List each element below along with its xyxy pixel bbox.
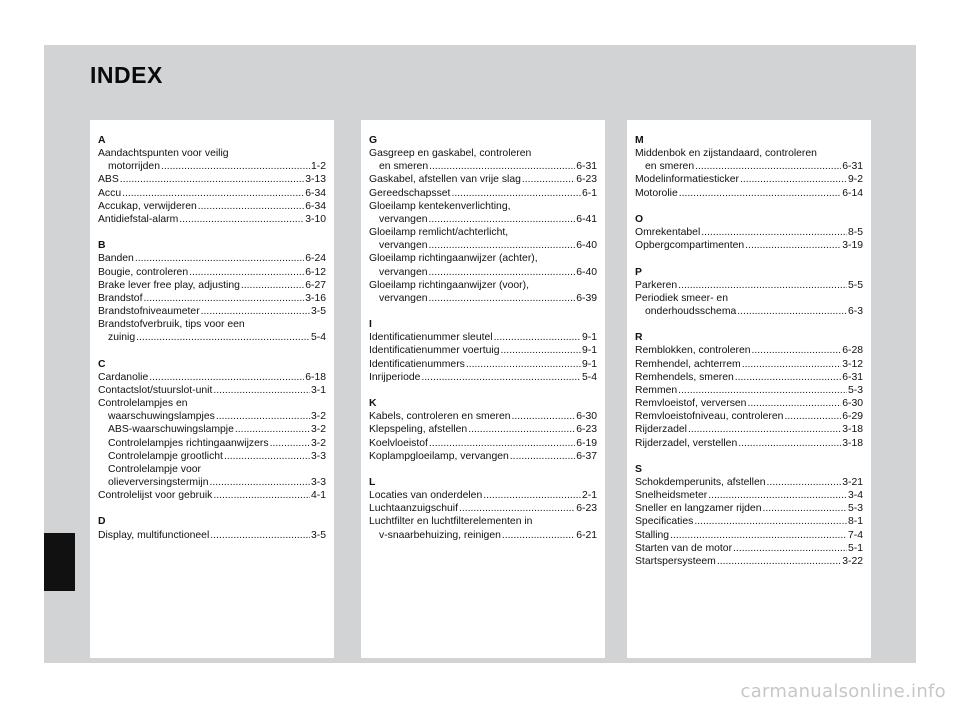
entry-page: 3-13 (305, 174, 326, 186)
entry-text: motorrijden (108, 161, 160, 173)
entry-page: 3-4 (847, 490, 863, 502)
entry-page: 5-1 (847, 542, 863, 554)
entry-page: 5-5 (847, 279, 863, 291)
entry-text: Controlelijst voor gebruik (98, 490, 213, 502)
index-entry[interactable] (369, 437, 597, 450)
index-section-m (635, 134, 863, 200)
index-entry[interactable] (369, 423, 597, 436)
index-entry[interactable] (98, 489, 326, 502)
index-entry[interactable] (369, 173, 597, 186)
entry-page: 6-1 (581, 187, 597, 199)
entry-text: Sneller en langzamer rijden (635, 503, 762, 515)
index-entry[interactable] (635, 410, 863, 423)
entry-text: en smeren (645, 161, 695, 173)
index-entry[interactable] (635, 226, 863, 239)
index-entry[interactable] (369, 292, 597, 305)
index-entry[interactable] (635, 502, 863, 515)
index-entry[interactable] (635, 529, 863, 542)
entry-page: 6-28 (842, 345, 863, 357)
entry-page: 5-4 (581, 371, 597, 383)
entry-lead: Gloeilamp kentekenverlichting, (369, 200, 511, 212)
index-section-c (98, 358, 326, 503)
section-tab-marker (44, 533, 75, 591)
entry-lead: Aandachtspunten voor veilig (98, 148, 229, 160)
entry-lead: Controlelampje voor (108, 463, 201, 475)
entry-page: 3-3 (310, 477, 326, 489)
entry-page: 6-40 (576, 266, 597, 278)
section-letter: C (98, 358, 106, 370)
entry-page: 6-30 (842, 398, 863, 410)
entry-page: 3-22 (842, 555, 863, 567)
index-entry[interactable] (635, 476, 863, 489)
index-entry[interactable] (635, 344, 863, 357)
index-entry[interactable] (369, 410, 597, 423)
entry-text: Gaskabel, afstellen van vrije slag (369, 174, 521, 186)
entry-text: Specificaties (635, 516, 694, 528)
index-entry[interactable] (635, 384, 863, 397)
entry-text: Brandstof (98, 292, 143, 304)
entry-page: 6-37 (576, 450, 597, 462)
index-entry[interactable] (369, 489, 597, 502)
entry-text: Rijderzadel (635, 424, 687, 436)
entry-text: Bougie, controleren (98, 266, 189, 278)
entry-page: 3-5 (310, 306, 326, 318)
watermark-text: carmanualsonline.info (740, 681, 946, 702)
index-entry[interactable] (369, 331, 597, 344)
entry-text: vervangen (379, 240, 428, 252)
entry-text: Contactslot/stuurslot-unit (98, 384, 213, 396)
entry-text: onderhoudsschema (645, 306, 737, 317)
entry-page: 3-18 (842, 437, 863, 449)
index-entry[interactable] (369, 529, 597, 542)
entry-text: Rijderzadel, verstellen (635, 437, 738, 449)
entry-page: 6-31 (576, 161, 597, 173)
entry-text: Inrijperiode (369, 371, 421, 383)
section-letter: B (98, 240, 106, 252)
entry-page: 3-2 (310, 411, 326, 423)
entry-lead: Middenbok en zijstandaard, controleren (635, 148, 817, 160)
entry-text: Parkeren (635, 279, 678, 291)
entry-lead: Periodiek smeer- en (635, 292, 728, 304)
index-entry[interactable] (635, 239, 863, 252)
entry-text: Motorolie (635, 187, 678, 199)
index-entry[interactable] (98, 292, 326, 305)
entry-page: 6-18 (305, 371, 326, 383)
entry-page: 3-1 (310, 384, 326, 396)
index-entry[interactable] (98, 266, 326, 279)
index-section-p (635, 266, 863, 319)
section-letter: O (635, 213, 644, 225)
entry-page: 6-19 (576, 437, 597, 449)
index-section-b (98, 239, 326, 344)
entry-page: 6-23 (576, 424, 597, 436)
entry-text: Banden (98, 253, 134, 265)
index-entry[interactable] (635, 555, 863, 568)
page-title: INDEX (90, 62, 163, 88)
entry-text: Startspersysteem (635, 555, 716, 567)
index-entry[interactable] (369, 502, 597, 515)
entry-page: 9-1 (581, 345, 597, 357)
index-entry[interactable] (98, 187, 326, 200)
entry-page: 6-21 (576, 529, 597, 541)
entry-text: Identificatienummers (369, 358, 465, 370)
entry-text: Koelvloeistof (369, 437, 428, 449)
entry-page: 6-23 (576, 174, 597, 186)
entry-page: 3-19 (842, 240, 863, 252)
entry-page: 3-2 (310, 437, 326, 449)
entry-page: 8-1 (847, 516, 863, 528)
index-entry[interactable] (635, 279, 863, 292)
index-entry[interactable] (369, 266, 597, 279)
entry-page: 6-30 (576, 411, 597, 423)
index-section-g (369, 134, 597, 305)
entry-text: Controlelampjes richtingaanwijzers (108, 437, 269, 449)
index-entry[interactable] (635, 489, 863, 502)
entry-text: Remhendel, achterrem (635, 358, 741, 370)
entry-page: 6-3 (847, 306, 863, 317)
entry-page: 4-1 (310, 490, 326, 502)
entry-page: 9-1 (581, 332, 597, 344)
entry-text: Brandstofniveaumeter (98, 306, 200, 318)
entry-text: Accukap, verwijderen (98, 200, 197, 212)
entry-text: Kabels, controleren en smeren (369, 411, 511, 423)
index-section-k (369, 397, 597, 463)
index-entry[interactable] (635, 437, 863, 450)
entry-text: Locaties van onderdelen (369, 490, 483, 502)
entry-text: Schokdemperunits, afstellen (635, 477, 766, 488)
index-entry[interactable] (635, 305, 863, 318)
index-entry[interactable] (369, 213, 597, 226)
entry-page: 6-39 (576, 292, 597, 304)
index-entry[interactable] (98, 305, 326, 318)
entry-page: 6-24 (305, 253, 326, 265)
section-letter: M (635, 135, 644, 146)
index-section-s (635, 463, 863, 568)
section-letter: L (369, 477, 376, 489)
index-entry[interactable] (635, 173, 863, 186)
index-entry[interactable] (98, 331, 326, 344)
index-entry[interactable] (369, 358, 597, 371)
entry-text: Opbergcompartimenten (635, 240, 745, 252)
entry-text: Brake lever free play, adjusting (98, 279, 240, 291)
index-entry[interactable] (635, 358, 863, 371)
entry-page: 6-41 (576, 213, 597, 225)
index-entry[interactable] (369, 344, 597, 357)
entry-text: waarschuwingslampjes (108, 411, 215, 423)
entry-text: Gereedschapsset (369, 187, 451, 199)
entry-page: 6-34 (305, 200, 326, 212)
index-entry[interactable] (369, 160, 597, 173)
index-entry[interactable] (635, 187, 863, 200)
entry-lead: Brandstofverbruik, tips voor een (98, 319, 245, 331)
entry-text: Remhendels, smeren (635, 371, 734, 383)
entry-text: Display, multifunctioneel (98, 529, 210, 541)
index-column-1 (90, 120, 334, 658)
entry-lead: Gloeilamp remlicht/achterlicht, (369, 227, 509, 239)
entry-text: Klepspeling, afstellen (369, 424, 468, 436)
entry-page: 9-2 (847, 174, 863, 186)
index-entry[interactable] (635, 160, 863, 173)
index-entry[interactable] (635, 515, 863, 528)
entry-lead: Gloeilamp richtingaanwijzer (voor), (369, 279, 529, 291)
index-section-a (98, 134, 326, 226)
index-entry[interactable] (98, 213, 326, 226)
index-entry[interactable] (98, 200, 326, 213)
entry-page: 6-29 (842, 411, 863, 423)
index-section-r (635, 331, 863, 449)
index-section-l (369, 476, 597, 542)
index-entry[interactable] (635, 397, 863, 410)
entry-page: 7-4 (847, 529, 863, 541)
index-entry[interactable] (369, 450, 597, 463)
entry-lead: Gloeilamp richtingaanwijzer (achter), (369, 253, 538, 265)
entry-text: Accu (98, 187, 122, 199)
entry-page: 3-16 (305, 292, 326, 304)
entry-page: 3-2 (310, 424, 326, 436)
entry-text: Modelinformatiesticker (635, 174, 739, 186)
entry-page: 1-2 (310, 161, 326, 173)
entry-page: 3-18 (842, 424, 863, 436)
entry-text: Antidiefstal-alarm (98, 213, 179, 225)
entry-text: en smeren (379, 161, 429, 173)
index-entry[interactable] (369, 239, 597, 252)
entry-text: Remvloeistofniveau, controleren (635, 411, 784, 423)
entry-lead: Luchtfilter en luchtfilterelementen in (369, 516, 533, 528)
entry-page: 6-34 (305, 187, 326, 199)
section-letter: K (369, 398, 377, 410)
entry-text: Identificatienummer voertuig (369, 345, 500, 357)
entry-page: 3-10 (305, 213, 326, 225)
entry-page: 6-31 (842, 371, 863, 383)
section-letter: G (369, 135, 378, 146)
entry-page: 6-40 (576, 240, 597, 252)
entry-page: 3-12 (842, 358, 863, 370)
entry-page: 9-1 (581, 358, 597, 370)
entry-text: vervangen (379, 213, 428, 225)
index-section-i (369, 318, 597, 384)
entry-lead: Gasgreep en gaskabel, controleren (369, 148, 532, 160)
index-entry[interactable] (369, 187, 597, 200)
index-entry[interactable] (635, 542, 863, 555)
entry-page: 5-3 (847, 503, 863, 515)
index-entry[interactable] (98, 160, 326, 173)
entry-text: Cardanolie (98, 371, 149, 383)
entry-page: 6-27 (305, 279, 326, 291)
section-letter: R (635, 332, 643, 344)
entry-text: zuinig (108, 332, 136, 344)
entry-page: 3-5 (310, 529, 326, 541)
entry-page: 3-3 (310, 450, 326, 462)
entry-page: 6-23 (576, 503, 597, 515)
entry-text: Controlelampje grootlicht (108, 450, 223, 462)
entry-page: 5-4 (310, 332, 326, 344)
entry-page: 5-3 (847, 384, 863, 396)
index-entry[interactable] (98, 423, 326, 436)
entry-page: 3-21 (842, 477, 863, 488)
index-section-d (98, 515, 326, 541)
index-entry[interactable] (98, 410, 326, 423)
index-entry[interactable] (635, 371, 863, 384)
index-entry[interactable] (98, 450, 326, 463)
entry-text: Remblokken, controleren (635, 345, 751, 357)
section-letter: A (98, 135, 106, 146)
entry-text: Remmen (635, 384, 678, 396)
index-entry[interactable] (98, 437, 326, 450)
index-entry[interactable] (98, 279, 326, 292)
index-entry[interactable] (98, 529, 326, 542)
entry-text: Starten van de motor (635, 542, 733, 554)
index-entry[interactable] (369, 371, 597, 384)
entry-page: 8-5 (847, 227, 863, 239)
entry-text: vervangen (379, 266, 428, 278)
index-entry[interactable] (98, 371, 326, 384)
section-letter: D (98, 516, 106, 528)
index-entry[interactable] (635, 423, 863, 436)
entry-text: Omrekentabel (635, 227, 701, 239)
entry-lead: Controlelampjes en (98, 398, 188, 410)
section-letter: I (369, 319, 372, 331)
entry-text: Koplampgloeilamp, vervangen (369, 450, 509, 462)
index-column-3 (627, 120, 871, 658)
entry-page: 6-31 (842, 161, 863, 173)
entry-page: 6-14 (842, 187, 863, 199)
entry-text: Snelheidsmeter (635, 490, 708, 502)
entry-text: v-snaarbehuizing, reinigen (379, 529, 501, 541)
index-entry[interactable] (98, 173, 326, 186)
entry-text: olieverversingstermijn (108, 477, 209, 489)
entry-text: Stalling (635, 529, 670, 541)
entry-text: ABS-waarschuwingslampje (108, 424, 234, 436)
index-section-o (635, 213, 863, 252)
index-column-2 (361, 120, 605, 658)
entry-text: Luchtaanzuigschuif (369, 503, 458, 515)
section-letter: P (635, 266, 642, 278)
entry-text: vervangen (379, 292, 428, 304)
index-entry[interactable] (98, 476, 326, 489)
entry-text: Identificatienummer sleutel (369, 332, 493, 344)
section-letter: S (635, 463, 642, 475)
entry-page: 2-1 (581, 490, 597, 502)
entry-text: ABS (98, 174, 119, 186)
index-entry[interactable] (98, 252, 326, 265)
entry-page: 6-12 (305, 266, 326, 278)
index-entry[interactable] (98, 384, 326, 397)
entry-text: Remvloeistof, verversen (635, 398, 747, 410)
